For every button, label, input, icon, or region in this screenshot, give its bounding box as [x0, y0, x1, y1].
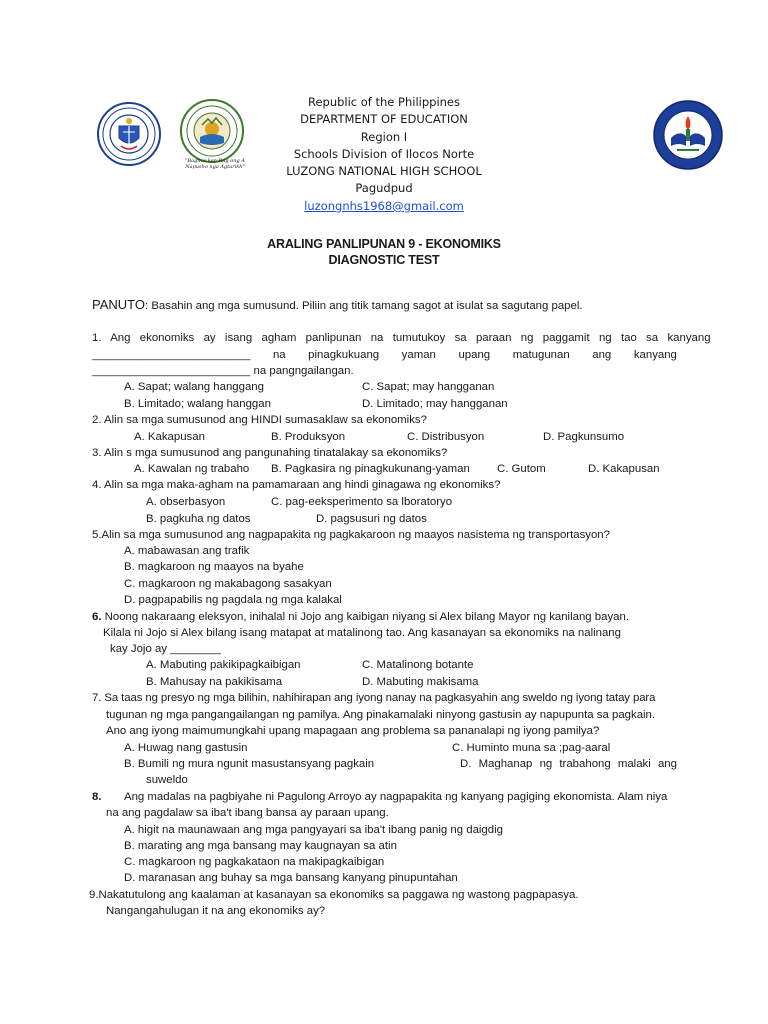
q2-option-d: D. Pagkunsumo [543, 431, 625, 443]
q2-option-c: C. Distribusyon [407, 431, 485, 443]
q6-option-d: D. Mabuting makisama [362, 676, 479, 688]
town-line: Pagudpud [355, 181, 413, 196]
test-title: DIAGNOSTIC TEST [328, 253, 440, 267]
q9-line1: 9.Nakatutulong ang kaalaman at kasanayan sa ekonomiks sa paggawa ng wastong pagpapasya. [89, 889, 579, 901]
q5-option-a: A. mabawasan ang trafik [124, 545, 250, 557]
document-title [0, 236, 768, 268]
q6-line3: kay Jojo ay ________ [110, 643, 221, 655]
q6-option-a: A. Mabuting pakikipagkaibigan [146, 659, 301, 671]
instructions-text: : Basahin ang mga sumusund. Piliin ang titik tamang sagot at isulat sa sagutang papel. [144, 300, 583, 312]
q7-option-b: B. Bumili ng mura ngunit masustansyang pagkain [124, 758, 375, 770]
q9-line2: Nangangahulugan it na ang ekonomiks ay? [106, 905, 326, 917]
q6-line2: Kilala ni Jojo si Alex bilang isang matapat at matalinong tao. Ang kasanayan sa ekonomiks na nalinang [103, 627, 621, 639]
republic-line: Republic of the Philippines [307, 95, 461, 109]
q3-option-b: B. Pagkasira ng pinagkukunang-yaman [271, 463, 470, 475]
q4-option-a: A. obserbasyon [146, 496, 226, 508]
q3-option-c: C. Gutom [497, 463, 546, 475]
school-line: LUZONG NATIONAL HIGH SCHOOL [286, 164, 482, 179]
q8-option-b: B. marating ang mga bansang may kaugnayan sa atin [124, 840, 397, 852]
q5-option-d: D. pagpapabilis ng pagdala ng mga kalakal [124, 594, 342, 606]
q3-stem: 3. Alin s mga sumusunod ang pangunahing tinatalakay sa ekonomiks? [92, 447, 448, 459]
q1-line2: _________________________ na pinagkukuang yaman upang matugunan ang kanyang [92, 349, 677, 361]
department-line: DEPARTMENT OF EDUCATION [300, 112, 468, 127]
q2-option-b: B. Produksyon [271, 431, 346, 443]
q5-option-c: C. magkaroon ng makabagong sasakyan [124, 578, 332, 590]
q7-option-c: C. Huminto muna sa ;pag-aaral [452, 742, 611, 754]
division-motto: "Bagnos ken Rag-ong A Napusho nga Agtarikh" [185, 158, 245, 170]
q6-line1: 6. Noong nakaraang eleksyon, inihalal ni Jojo ang kaibigan niyang si Alex bilang Mayor ng kanilang bayan. [92, 611, 629, 623]
subject-title: ARALING PANLIPUNAN 9 - EKONOMIKS [267, 237, 501, 251]
q1-option-b: B. Limitado; walang hanggan [124, 398, 271, 410]
q7-option-a: A. Huwag nang gastusin [124, 742, 248, 754]
q1-line1: 1. Ang ekonomiks ay isang agham panlipunan na tumutukoy sa paraan ng paggamit ng tao sa kanyang [92, 332, 711, 344]
q3-option-d: D. Kakapusan [588, 463, 660, 475]
q7-line2: tugunan ng mga pangangailangan ng pamilya. Ang pinakamalaki ninyong gastusin ay napupunta sa pagkain. [106, 709, 656, 721]
q4-stem: 4. Alin sa mga maka-agham na pamamaraan ang hindi ginagawa ng ekonomiks? [92, 479, 501, 491]
q1-line3: _________________________ na pangngailangan. [92, 365, 354, 377]
q1-option-a: A. Sapat; walang hanggang [124, 381, 264, 393]
q6-option-b: B. Mahusay na pakikisama [146, 676, 283, 688]
q4-option-b: B. pagkuha ng datos [146, 513, 251, 525]
q8-line1: Ang madalas na pagbiyahe ni Pagulong Arroyo ay nagpapakita ng kanyang pagiging ekonomista. Alam niya [124, 791, 668, 803]
q2-option-a: A. Kakapusan [134, 431, 205, 443]
q7-line3: Ano ang iyong maimumungkahi upang mapagaan ang problema sa pananalapi ng iyong pamilya? [106, 725, 600, 737]
q7-option-d: D. Maghanap ng trabahong malaki ang [460, 758, 677, 770]
q5-option-b: B. magkaroon ng maayos na byahe [124, 561, 304, 573]
instructions-label: PANUTO [92, 297, 145, 312]
q1-option-c: C. Sapat; may hangganan [362, 381, 495, 393]
region-line: Region I [360, 129, 408, 144]
q7-line1: 7. Sa taas ng presyo ng mga bilihin, nahihirapan ang iyong nanay na pagkasyahin ang sweldo ng iyong tatay para [92, 692, 656, 704]
q8-option-c: C. magkaroon ng pagkakataon na makipagkaibigan [124, 856, 385, 868]
q8-line2: na ang pagdalaw sa iba't ibang bansa ay paraan upang. [106, 807, 389, 819]
q1-option-d: D. Limitado; may hangganan [362, 398, 508, 410]
q4-option-c: C. pag-eeksperimento sa lboratoryo [271, 496, 453, 508]
division-line: Schools Division of Ilocos Norte [293, 146, 475, 161]
q5-stem: 5.Alin sa mga sumusunod ang nagpapakita ng pagkakaroon ng maayos nasistema ng transportasyon? [92, 529, 610, 541]
q6-option-c: C. Matalinong botante [362, 659, 474, 671]
q7-option-b-cont: suweldo [146, 774, 188, 786]
q8-option-d: D. maranasan ang buhay sa mga bansang kanyang pinupuntahan [124, 872, 458, 884]
letterhead [0, 94, 768, 215]
email-link[interactable]: luzongnhs1968@gmail.com [304, 198, 464, 213]
q4-option-d: D. pagsusuri ng datos [316, 513, 427, 525]
q8-option-a: A. higit na maunawaan ang mga pangyayari sa iba't ibang panig ng daigdig [124, 824, 503, 836]
q8-num: 8. [92, 791, 102, 803]
instructions [92, 297, 583, 314]
q3-option-a: A. Kawalan ng trabaho [134, 463, 250, 475]
q2-stem: 2. Alin sa mga sumusunod ang HINDI sumasaklaw sa ekonomiks? [92, 414, 427, 426]
